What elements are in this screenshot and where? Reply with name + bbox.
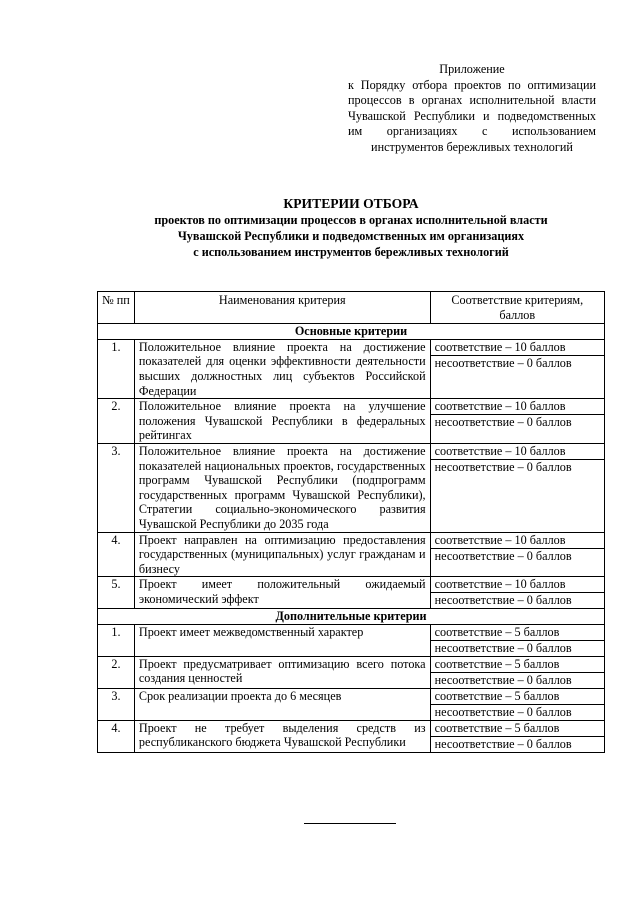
document-subtitle xyxy=(96,212,606,260)
score-no: несоответствие – 0 баллов xyxy=(434,459,572,474)
section-row-extra xyxy=(98,609,605,625)
score-no: несоответствие – 0 баллов xyxy=(434,415,572,430)
score-no: несоответствие – 0 баллов xyxy=(434,548,572,563)
score-yes: соответствие – 10 баллов xyxy=(431,577,604,593)
table-row xyxy=(98,577,605,609)
row-criterion: Положительное влияние проекта на улучшение положения Чувашской Республики в федеральных рейтингах xyxy=(134,399,430,444)
section-main-label: Основные критерии xyxy=(98,324,605,340)
header-num: № пп xyxy=(98,292,135,324)
score-no: несоответствие – 0 баллов xyxy=(434,672,572,687)
row-score xyxy=(430,577,604,609)
appendix-text: к Порядку отбора проектов по оптимизации процессов в органах исполнительной власти Чувашской Республики и подведомственных им организациях с использованием инструментов бережливых технологий xyxy=(348,77,596,154)
table-row xyxy=(98,443,605,532)
score-yes: соответствие – 10 баллов xyxy=(431,399,604,415)
row-criterion: Срок реализации проекта до 6 месяцев xyxy=(134,688,430,720)
subtitle-line: проектов по оптимизации процессов в органах исполнительной власти xyxy=(154,213,548,227)
score-no: несоответствие – 0 баллов xyxy=(434,593,572,608)
subtitle-line: Чувашской Республики и подведомственных им организациях xyxy=(177,229,525,243)
table-row xyxy=(98,399,605,444)
row-num: 4. xyxy=(98,720,135,752)
row-score xyxy=(430,532,604,577)
score-yes: соответствие – 5 баллов xyxy=(431,625,604,641)
section-row-main xyxy=(98,324,605,340)
row-num: 2. xyxy=(98,399,135,444)
score-yes: соответствие – 5 баллов xyxy=(431,657,604,673)
header-score: Соответствие критериям, баллов xyxy=(430,292,604,324)
table-row xyxy=(98,688,605,720)
score-no: несоответствие – 0 баллов xyxy=(434,640,572,655)
score-no: несоответствие – 0 баллов xyxy=(434,736,572,751)
subtitle-line: с использованием инструментов бережливых технологий xyxy=(193,245,509,259)
score-no: несоответствие – 0 баллов xyxy=(434,704,572,719)
table-row xyxy=(98,624,605,656)
document-title: КРИТЕРИИ ОТБОРА xyxy=(283,196,419,211)
row-score xyxy=(430,688,604,720)
row-num: 3. xyxy=(98,443,135,532)
row-num: 3. xyxy=(98,688,135,720)
row-criterion: Проект имеет межведомственный характер xyxy=(134,624,430,656)
row-score xyxy=(430,720,604,752)
row-num: 2. xyxy=(98,656,135,688)
closing-divider xyxy=(304,823,396,824)
row-score xyxy=(430,443,604,532)
section-extra-label: Дополнительные критерии xyxy=(98,609,605,625)
row-score xyxy=(430,656,604,688)
row-criterion: Проект направлен на оптимизацию предоставления государственных (муниципальных) услуг гражданам и бизнесу xyxy=(134,532,430,577)
row-score xyxy=(430,399,604,444)
appendix-heading: Приложение xyxy=(439,62,505,76)
score-yes: соответствие – 10 баллов xyxy=(431,533,604,549)
score-yes: соответствие – 10 баллов xyxy=(431,340,604,356)
row-num: 1. xyxy=(98,624,135,656)
row-num: 5. xyxy=(98,577,135,609)
row-criterion: Положительное влияние проекта на достижение показателей для оценки эффективности деятельности высших должностных лиц субъектов Российской Федерации xyxy=(134,339,430,398)
row-criterion: Положительное влияние проекта на достижение показателей национальных проектов, государственных программ Чувашской Республики (подпрограмм государственных программ Чувашской Республики), Стратегии социально-экономического развития Чувашской Республики до 2035 года xyxy=(134,443,430,532)
table-row xyxy=(98,656,605,688)
row-criterion: Проект предусматривает оптимизацию всего потока создания ценностей xyxy=(134,656,430,688)
table-row xyxy=(98,532,605,577)
table-row xyxy=(98,720,605,752)
header-name: Наименования критерия xyxy=(134,292,430,324)
score-yes: соответствие – 5 баллов xyxy=(431,689,604,705)
row-num: 4. xyxy=(98,532,135,577)
table-row xyxy=(98,339,605,398)
row-criterion: Проект не требует выделения средств из республиканского бюджета Чувашской Республики xyxy=(134,720,430,752)
score-yes: соответствие – 10 баллов xyxy=(431,444,604,460)
appendix-block xyxy=(348,62,596,156)
row-num: 1. xyxy=(98,339,135,398)
score-no: несоответствие – 0 баллов xyxy=(434,355,572,370)
criteria-table xyxy=(97,291,605,753)
row-score xyxy=(430,339,604,398)
table-header-row xyxy=(98,292,605,324)
row-score xyxy=(430,624,604,656)
row-criterion: Проект имеет положительный ожидаемый экономический эффект xyxy=(134,577,430,609)
score-yes: соответствие – 5 баллов xyxy=(431,721,604,737)
